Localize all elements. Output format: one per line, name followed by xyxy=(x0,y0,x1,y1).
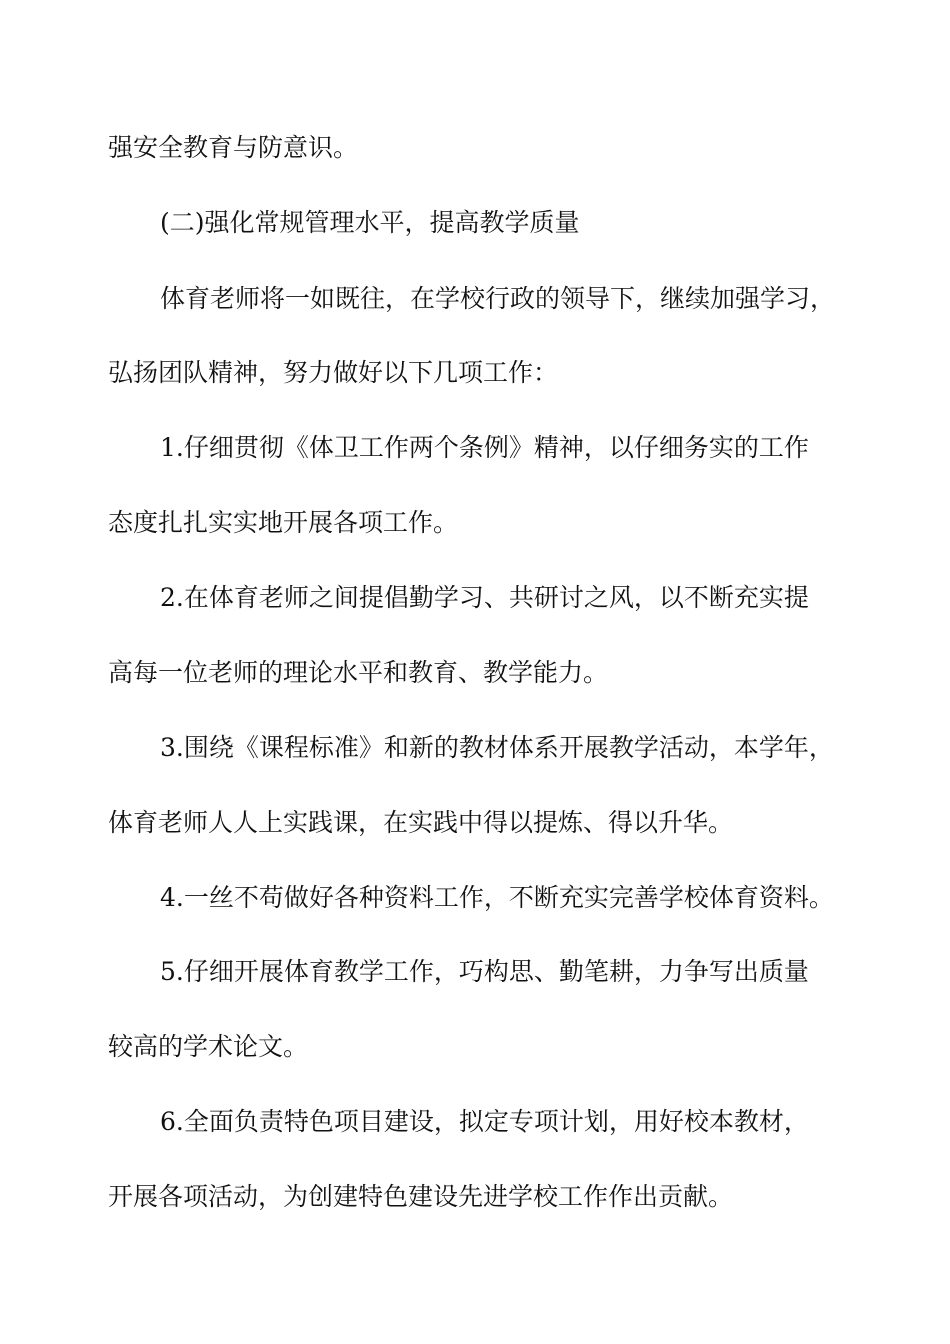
paragraph-line: 弘扬团队精神，努力做好以下几项工作： xyxy=(108,358,559,387)
list-item-6: 6.全面负责特色项目建设，拟定专项计划，用好校本教材， xyxy=(160,1107,809,1136)
list-item-4: 4.一丝不苟做好各种资料工作，不断充实完善学校体育资料。 xyxy=(160,883,834,912)
list-item-3: 3.围绕《课程标准》和新的教材体系开展教学活动，本学年， xyxy=(160,733,834,762)
list-item-2-continued: 高每一位老师的理论水平和教育、教学能力。 xyxy=(108,658,609,687)
paragraph-line: 体育老师将一如既往，在学校行政的领导下，继续加强学习， xyxy=(160,284,836,313)
list-item-5-continued: 较高的学术论文。 xyxy=(108,1032,309,1061)
list-item-1-continued: 态度扎扎实实地开展各项工作。 xyxy=(108,508,459,537)
list-item-3-continued: 体育老师人人上实践课，在实践中得以提炼、得以升华。 xyxy=(108,808,734,837)
list-item-5: 5.仔细开展体育教学工作，巧构思、勤笔耕，力争写出质量 xyxy=(160,957,809,986)
list-item-1: 1.仔细贯彻《体卫工作两个条例》精神，以仔细务实的工作 xyxy=(160,433,809,462)
list-item-2: 2.在体育老师之间提倡勤学习、共研讨之风，以不断充实提 xyxy=(160,583,809,612)
list-item-6-continued: 开展各项活动，为创建特色建设先进学校工作作出贡献。 xyxy=(108,1182,734,1211)
paragraph-line: 强安全教育与防意识。 xyxy=(108,133,359,162)
section-heading: (二)强化常规管理水平，提高教学质量 xyxy=(160,208,580,237)
